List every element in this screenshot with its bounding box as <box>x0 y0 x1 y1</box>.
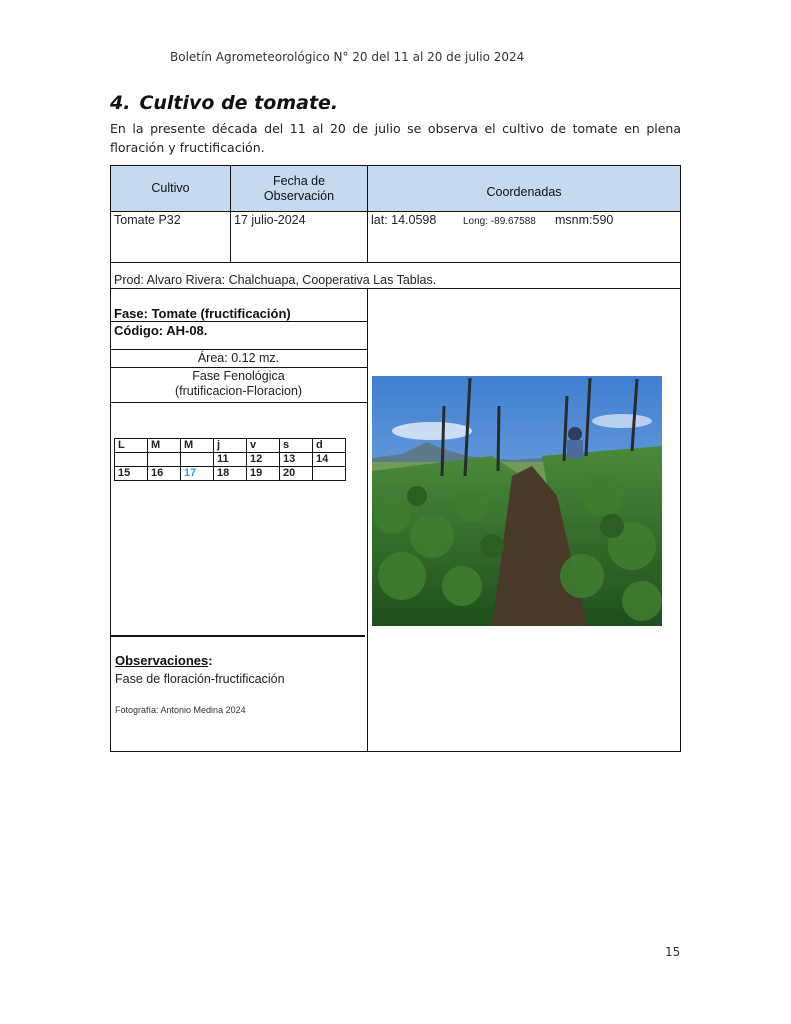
divider <box>230 212 231 262</box>
day-cell: 20 <box>280 467 313 481</box>
fase-fenologica <box>111 369 366 399</box>
divider <box>111 349 367 350</box>
intro-paragraph: En la presente década del 11 al 20 de julio se observa el cultivo de tomate en plena floración y fructificación. <box>110 121 681 155</box>
calendar-week-row <box>115 467 346 481</box>
day-cell: 18 <box>214 467 247 481</box>
calendar-weekday-row <box>115 439 346 453</box>
observaciones-colon: : <box>208 653 213 668</box>
crop-observation-table <box>110 165 681 752</box>
weekday-cell: d <box>313 439 346 453</box>
photo-credit: Fotografía: Antonio Medina 2024 <box>115 705 246 715</box>
divider <box>367 288 368 752</box>
bulletin-header: Boletín Agrometeorológico N° 20 del 11 al 20 de julio 2024 <box>170 50 525 64</box>
weekday-cell: v <box>247 439 280 453</box>
section-title: Cultivo de tomate. <box>139 92 339 114</box>
divider <box>111 635 365 637</box>
divider <box>111 321 367 322</box>
day-cell <box>313 467 346 481</box>
tomato-field-illustration <box>372 376 662 626</box>
area-value: Área: 0.12 mz. <box>197 351 280 365</box>
cultivo-value: Tomate P32 <box>114 213 181 227</box>
day-cell: 19 <box>247 467 280 481</box>
divider <box>367 212 368 262</box>
day-cell: 15 <box>115 467 148 481</box>
latitude-value: lat: 14.0598 <box>371 213 437 227</box>
divider <box>111 367 367 368</box>
weekday-cell: s <box>280 439 313 453</box>
producer-value: Prod: Alvaro Rivera: Chalchuapa, Cooperativa Las Tablas. <box>114 273 437 287</box>
observaciones-text: Fase de floración-fructificación <box>115 672 285 686</box>
page-number: 15 <box>665 945 681 959</box>
tomato-field-photo <box>372 376 662 626</box>
fase-fenologica-line2: (frutificacion-Floracion) <box>174 384 303 398</box>
altitude-value: msnm:590 <box>555 213 614 227</box>
section-heading <box>110 92 338 114</box>
observation-day-cell: 17 <box>181 467 214 481</box>
day-cell: 13 <box>280 453 313 467</box>
day-cell <box>181 453 214 467</box>
weekday-cell: M <box>181 439 214 453</box>
day-cell: 12 <box>247 453 280 467</box>
header-coordenadas: Coordenadas <box>368 166 680 212</box>
day-cell: 16 <box>148 467 181 481</box>
fase-label: Fase: Tomate (fructificación) <box>114 306 291 321</box>
day-cell <box>148 453 181 467</box>
weekday-cell: M <box>148 439 181 453</box>
fase-fenologica-line1: Fase Fenológica <box>192 369 285 383</box>
header-fecha <box>231 166 368 212</box>
header-fecha-line2: Observación <box>263 188 335 203</box>
header-fecha-line1: Fecha de <box>272 173 326 188</box>
divider <box>111 288 680 289</box>
divider <box>111 402 367 403</box>
observaciones-title <box>115 653 213 668</box>
codigo-label: Código: AH-08. <box>114 323 208 338</box>
longitude-value: Long: -89.67588 <box>463 216 536 227</box>
divider <box>111 262 680 263</box>
day-cell <box>115 453 148 467</box>
header-cultivo: Cultivo <box>111 166 231 212</box>
weekday-cell: L <box>115 439 148 453</box>
observation-calendar <box>114 438 346 481</box>
weekday-cell: j <box>214 439 247 453</box>
section-number: 4. <box>110 92 131 114</box>
day-cell: 14 <box>313 453 346 467</box>
fecha-value: 17 julio-2024 <box>234 213 306 227</box>
day-cell: 11 <box>214 453 247 467</box>
calendar-week-row <box>115 453 346 467</box>
observaciones-title-text: Observaciones <box>115 653 209 668</box>
